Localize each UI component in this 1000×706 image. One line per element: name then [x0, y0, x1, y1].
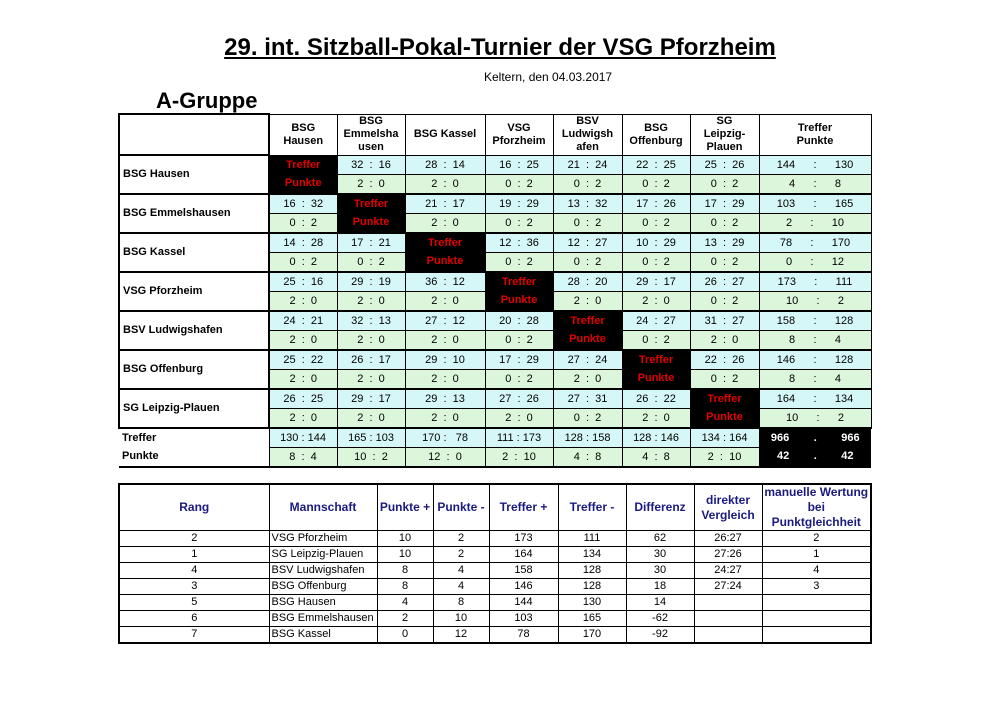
- ranking-cell: 128: [558, 563, 626, 579]
- match-score: 12 : 36: [485, 233, 553, 253]
- footer-punkte-value: 8 : 4: [269, 447, 337, 467]
- ranking-cell: 4: [762, 563, 871, 579]
- ranking-cell: 27:24: [694, 579, 762, 595]
- self-match-label-top: Treffer: [553, 311, 622, 331]
- column-header-line: BSG: [291, 121, 316, 134]
- ranking-cell: -92: [626, 627, 694, 644]
- match-points: 0 : 2: [485, 330, 553, 350]
- match-score: 16 : 25: [485, 155, 553, 174]
- match-points: 2 : 0: [405, 174, 485, 194]
- column-header: [405, 114, 485, 155]
- team-total-punkte: 2 : 10: [759, 213, 871, 233]
- ranking-cell: 24:27: [694, 563, 762, 579]
- ranking-cell: 2: [119, 531, 269, 547]
- ranking-cell: -62: [626, 611, 694, 627]
- match-points: 2 : 0: [337, 291, 405, 311]
- team-name: BSV Ludwigshafen: [119, 311, 269, 350]
- ranking-cell: 2: [762, 531, 871, 547]
- column-header: [690, 114, 759, 155]
- column-header-line: Plauen: [706, 141, 743, 153]
- ranking-cell: 3: [762, 579, 871, 595]
- match-points: 0 : 2: [485, 174, 553, 194]
- match-points: 0 : 2: [690, 369, 759, 389]
- match-points: 0 : 2: [622, 330, 690, 350]
- team-total-treffer: 144 : 130: [759, 155, 871, 174]
- footer-treffer-value: 128 : 146: [622, 428, 690, 448]
- column-header-line: afen: [576, 141, 599, 153]
- ranking-cell: 4: [433, 563, 489, 579]
- match-score: 25 : 16: [269, 272, 337, 292]
- self-match-label-top: Treffer: [690, 389, 759, 409]
- match-score: 21 : 24: [553, 155, 622, 174]
- match-points: 2 : 0: [269, 408, 337, 428]
- match-score: 12 : 27: [553, 233, 622, 253]
- ranking-cell: 10: [377, 531, 433, 547]
- column-header-line: Treffer: [797, 121, 833, 134]
- match-score: 22 : 25: [622, 155, 690, 174]
- match-points: 2 : 0: [690, 330, 759, 350]
- column-header-line: BSG Kassel: [413, 128, 477, 140]
- team-total-treffer: 158 : 128: [759, 311, 871, 331]
- match-score: 17 : 29: [690, 194, 759, 214]
- ranking-row: [119, 531, 871, 547]
- match-score: 13 : 32: [553, 194, 622, 214]
- column-header: [337, 114, 405, 155]
- column-header-line: Leipzig-: [703, 128, 746, 140]
- cross-header-row: [119, 114, 871, 155]
- match-points: 2 : 0: [485, 408, 553, 428]
- ranking-cell: [694, 611, 762, 627]
- team-total-treffer: 146 : 128: [759, 350, 871, 370]
- match-score: 29 : 19: [337, 272, 405, 292]
- match-score: 13 : 29: [690, 233, 759, 253]
- ranking-column-header: Punkte +: [377, 484, 433, 531]
- ranking-row: [119, 627, 871, 644]
- self-match-label-top: Treffer: [622, 350, 690, 370]
- ranking-cell: 4: [119, 563, 269, 579]
- ranking-cell: BSG Emmelshausen: [269, 611, 377, 627]
- team-row-treffer: [119, 311, 871, 331]
- column-header-line: Hausen: [283, 134, 324, 147]
- match-score: 31 : 27: [690, 311, 759, 331]
- match-points: 0 : 2: [485, 213, 553, 233]
- team-name: BSG Emmelshausen: [119, 194, 269, 233]
- column-header: [485, 114, 553, 155]
- ranking-column-header: Punkte -: [433, 484, 489, 531]
- match-score: 17 : 29: [485, 350, 553, 370]
- footer-punkte-label: Punkte: [119, 447, 269, 467]
- team-total-punkte: 0 : 12: [759, 252, 871, 272]
- ranking-cell: 1: [119, 547, 269, 563]
- ranking-cell: 12: [433, 627, 489, 644]
- column-header-line: VSG: [507, 121, 531, 134]
- ranking-row: [119, 611, 871, 627]
- column-header-line: BSG: [359, 115, 383, 127]
- self-match-label-bottom: Punkte: [485, 291, 553, 311]
- ranking-cell: BSG Kassel: [269, 627, 377, 644]
- match-points: 0 : 2: [269, 213, 337, 233]
- match-points: 0 : 2: [269, 252, 337, 272]
- team-row-treffer: [119, 272, 871, 292]
- team-name: SG Leipzig-Plauen: [119, 389, 269, 428]
- ranking-cell: BSG Offenburg: [269, 579, 377, 595]
- match-score: 29 : 17: [337, 389, 405, 409]
- ranking-cell: 8: [433, 595, 489, 611]
- ranking-cell: 14: [626, 595, 694, 611]
- self-match-label-bottom: Punkte: [553, 330, 622, 350]
- ranking-cell: [762, 627, 871, 644]
- match-points: 0 : 2: [337, 252, 405, 272]
- column-header-line: SG: [716, 115, 733, 127]
- column-header: [759, 114, 871, 155]
- footer-treffer-value: 128 : 158: [553, 428, 622, 448]
- ranking-row: [119, 547, 871, 563]
- grand-total-punkte: 42 . 42: [759, 447, 871, 467]
- match-points: 0 : 2: [690, 252, 759, 272]
- match-score: 27 : 31: [553, 389, 622, 409]
- match-points: 2 : 0: [405, 408, 485, 428]
- match-score: 20 : 28: [485, 311, 553, 331]
- ranking-cell: 2: [377, 611, 433, 627]
- footer-treffer-row: [119, 428, 871, 448]
- team-total-punkte: 4 : 8: [759, 174, 871, 194]
- ranking-cell: 27:26: [694, 547, 762, 563]
- match-points: 0 : 2: [553, 408, 622, 428]
- footer-punkte-value: 2 : 10: [690, 447, 759, 467]
- ranking-cell: 173: [489, 531, 558, 547]
- team-row-treffer: [119, 155, 871, 174]
- ranking-column-header: Differenz: [626, 484, 694, 531]
- ranking-cell: 2: [433, 531, 489, 547]
- match-score: 25 : 22: [269, 350, 337, 370]
- ranking-cell: 6: [119, 611, 269, 627]
- match-points: 0 : 2: [690, 213, 759, 233]
- match-points: 2 : 0: [622, 291, 690, 311]
- team-total-treffer: 103 : 165: [759, 194, 871, 214]
- ranking-cell: 3: [119, 579, 269, 595]
- ranking-row: [119, 563, 871, 579]
- ranking-cell: 1: [762, 547, 871, 563]
- ranking-cell: 78: [489, 627, 558, 644]
- ranking-cell: 4: [377, 595, 433, 611]
- match-points: 0 : 2: [485, 252, 553, 272]
- ranking-cell: 30: [626, 547, 694, 563]
- ranking-row: [119, 595, 871, 611]
- ranking-cell: 8: [377, 563, 433, 579]
- ranking-cell: BSV Ludwigshafen: [269, 563, 377, 579]
- match-points: 2 : 0: [405, 291, 485, 311]
- self-match-label-top: Treffer: [337, 194, 405, 214]
- self-match-label-bottom: Punkte: [690, 408, 759, 428]
- team-name: BSG Offenburg: [119, 350, 269, 389]
- team-total-treffer: 164 : 134: [759, 389, 871, 409]
- self-match-label-bottom: Punkte: [337, 213, 405, 233]
- ranking-column-header: Treffer -: [558, 484, 626, 531]
- ranking-cell: [762, 595, 871, 611]
- ranking-column-header: manuelle Wertung bei Punktgleichheit: [762, 484, 871, 531]
- team-total-treffer: 78 : 170: [759, 233, 871, 253]
- match-points: 0 : 2: [553, 252, 622, 272]
- footer-punkte-value: 2 : 10: [485, 447, 553, 467]
- team-row-treffer: [119, 389, 871, 409]
- team-row-treffer: [119, 194, 871, 214]
- match-score: 28 : 20: [553, 272, 622, 292]
- match-points: 2 : 0: [553, 291, 622, 311]
- match-score: 27 : 26: [485, 389, 553, 409]
- match-points: 2 : 0: [269, 291, 337, 311]
- match-score: 17 : 21: [337, 233, 405, 253]
- ranking-cell: 170: [558, 627, 626, 644]
- ranking-cell: 158: [489, 563, 558, 579]
- cross-table: [118, 113, 872, 468]
- column-header-line: BSV: [576, 115, 599, 127]
- column-header-line: Emmelsha: [343, 128, 399, 140]
- match-score: 24 : 27: [622, 311, 690, 331]
- footer-treffer-label: Treffer: [119, 428, 269, 448]
- match-points: 2 : 0: [405, 369, 485, 389]
- match-points: 0 : 2: [622, 252, 690, 272]
- ranking-column-header: Treffer +: [489, 484, 558, 531]
- footer-punkte-row: [119, 447, 871, 467]
- ranking-cell: 26:27: [694, 531, 762, 547]
- match-points: 2 : 0: [405, 330, 485, 350]
- match-points: 2 : 0: [337, 330, 405, 350]
- team-row-treffer: [119, 350, 871, 370]
- self-match-label-top: Treffer: [405, 233, 485, 253]
- match-score: 17 : 26: [622, 194, 690, 214]
- match-score: 25 : 26: [690, 155, 759, 174]
- page-title: 29. int. Sitzball-Pokal-Turnier der VSG Pforzheim: [224, 34, 776, 61]
- ranking-cell: 146: [489, 579, 558, 595]
- match-points: 2 : 0: [337, 174, 405, 194]
- ranking-cell: VSG Pforzheim: [269, 531, 377, 547]
- match-score: 24 : 21: [269, 311, 337, 331]
- footer-punkte-value: 10 : 2: [337, 447, 405, 467]
- ranking-cell: 164: [489, 547, 558, 563]
- ranking-cell: 8: [377, 579, 433, 595]
- footer-treffer-value: 134 : 164: [690, 428, 759, 448]
- corner-cell: [119, 114, 269, 155]
- match-points: 2 : 0: [269, 330, 337, 350]
- date-location: Keltern, den 04.03.2017: [484, 70, 613, 84]
- match-score: 29 : 17: [622, 272, 690, 292]
- match-score: 26 : 27: [690, 272, 759, 292]
- match-score: 14 : 28: [269, 233, 337, 253]
- ranking-header-row: [119, 484, 871, 531]
- self-match-label-bottom: Punkte: [622, 369, 690, 389]
- self-match-label-top: Treffer: [485, 272, 553, 292]
- match-points: 2 : 0: [269, 369, 337, 389]
- match-points: 0 : 2: [485, 369, 553, 389]
- match-points: 2 : 0: [405, 213, 485, 233]
- match-score: 36 : 12: [405, 272, 485, 292]
- group-title: A-Gruppe: [156, 88, 258, 113]
- ranking-cell: 165: [558, 611, 626, 627]
- ranking-cell: 103: [489, 611, 558, 627]
- match-score: 27 : 12: [405, 311, 485, 331]
- column-header-line: Offenburg: [629, 134, 683, 147]
- column-header-line: Ludwigsh: [561, 128, 614, 140]
- ranking-cell: 144: [489, 595, 558, 611]
- ranking-cell: 134: [558, 547, 626, 563]
- ranking-column-header: direkter Vergleich: [694, 484, 762, 531]
- ranking-cell: 0: [377, 627, 433, 644]
- match-points: 0 : 2: [622, 174, 690, 194]
- ranking-cell: [694, 595, 762, 611]
- ranking-cell: [694, 627, 762, 644]
- ranking-cell: 128: [558, 579, 626, 595]
- match-score: 22 : 26: [690, 350, 759, 370]
- team-row-treffer: [119, 233, 871, 253]
- match-score: 21 : 17: [405, 194, 485, 214]
- ranking-cell: 5: [119, 595, 269, 611]
- match-points: 2 : 0: [337, 408, 405, 428]
- ranking-table: [118, 483, 872, 644]
- ranking-cell: 10: [377, 547, 433, 563]
- match-score: 28 : 14: [405, 155, 485, 174]
- ranking-cell: 18: [626, 579, 694, 595]
- ranking-cell: 62: [626, 531, 694, 547]
- match-score: 26 : 22: [622, 389, 690, 409]
- team-total-treffer: 173 : 111: [759, 272, 871, 292]
- match-score: 16 : 32: [269, 194, 337, 214]
- grand-total-treffer: 966 . 966: [759, 428, 871, 448]
- footer-punkte-value: 12 : 0: [405, 447, 485, 467]
- match-points: 0 : 2: [690, 174, 759, 194]
- match-points: 2 : 0: [337, 369, 405, 389]
- ranking-cell: 4: [433, 579, 489, 595]
- column-header: [553, 114, 622, 155]
- ranking-cell: BSG Hausen: [269, 595, 377, 611]
- match-score: 10 : 29: [622, 233, 690, 253]
- footer-treffer-value: 130 : 144: [269, 428, 337, 448]
- ranking-cell: [762, 611, 871, 627]
- footer-treffer-value: 170 : 78: [405, 428, 485, 448]
- ranking-cell: 30: [626, 563, 694, 579]
- match-score: 29 : 13: [405, 389, 485, 409]
- footer-treffer-value: 111 : 173: [485, 428, 553, 448]
- footer-punkte-value: 4 : 8: [553, 447, 622, 467]
- team-name: BSG Hausen: [119, 155, 269, 194]
- ranking-cell: 10: [433, 611, 489, 627]
- match-points: 0 : 2: [622, 213, 690, 233]
- match-points: 2 : 0: [622, 408, 690, 428]
- ranking-column-header: Rang: [119, 484, 269, 531]
- match-points: 2 : 0: [553, 369, 622, 389]
- column-header: [269, 114, 337, 155]
- match-score: 26 : 25: [269, 389, 337, 409]
- self-match-label-top: Treffer: [269, 155, 337, 174]
- match-score: 26 : 17: [337, 350, 405, 370]
- team-total-punkte: 8 : 4: [759, 369, 871, 389]
- team-name: BSG Kassel: [119, 233, 269, 272]
- match-points: 0 : 2: [690, 291, 759, 311]
- match-score: 29 : 10: [405, 350, 485, 370]
- column-header-line: BSG: [644, 121, 668, 134]
- ranking-cell: 2: [433, 547, 489, 563]
- team-total-punkte: 8 : 4: [759, 330, 871, 350]
- match-points: 0 : 2: [553, 213, 622, 233]
- ranking-cell: 130: [558, 595, 626, 611]
- team-total-punkte: 10 : 2: [759, 408, 871, 428]
- ranking-cell: 7: [119, 627, 269, 644]
- ranking-row: [119, 579, 871, 595]
- team-name: VSG Pforzheim: [119, 272, 269, 311]
- column-header-line: Punkte: [796, 134, 834, 147]
- ranking-cell: SG Leipzig-Plauen: [269, 547, 377, 563]
- column-header-line: usen: [358, 141, 384, 153]
- match-points: 0 : 2: [553, 174, 622, 194]
- match-score: 32 : 13: [337, 311, 405, 331]
- match-score: 27 : 24: [553, 350, 622, 370]
- footer-treffer-value: 165 : 103: [337, 428, 405, 448]
- match-score: 32 : 16: [337, 155, 405, 174]
- ranking-cell: 111: [558, 531, 626, 547]
- match-score: 19 : 29: [485, 194, 553, 214]
- column-header-line: Pforzheim: [492, 134, 546, 147]
- footer-punkte-value: 4 : 8: [622, 447, 690, 467]
- self-match-label-bottom: Punkte: [405, 252, 485, 272]
- team-total-punkte: 10 : 2: [759, 291, 871, 311]
- column-header: [622, 114, 690, 155]
- ranking-column-header: Mannschaft: [269, 484, 377, 531]
- self-match-label-bottom: Punkte: [269, 174, 337, 194]
